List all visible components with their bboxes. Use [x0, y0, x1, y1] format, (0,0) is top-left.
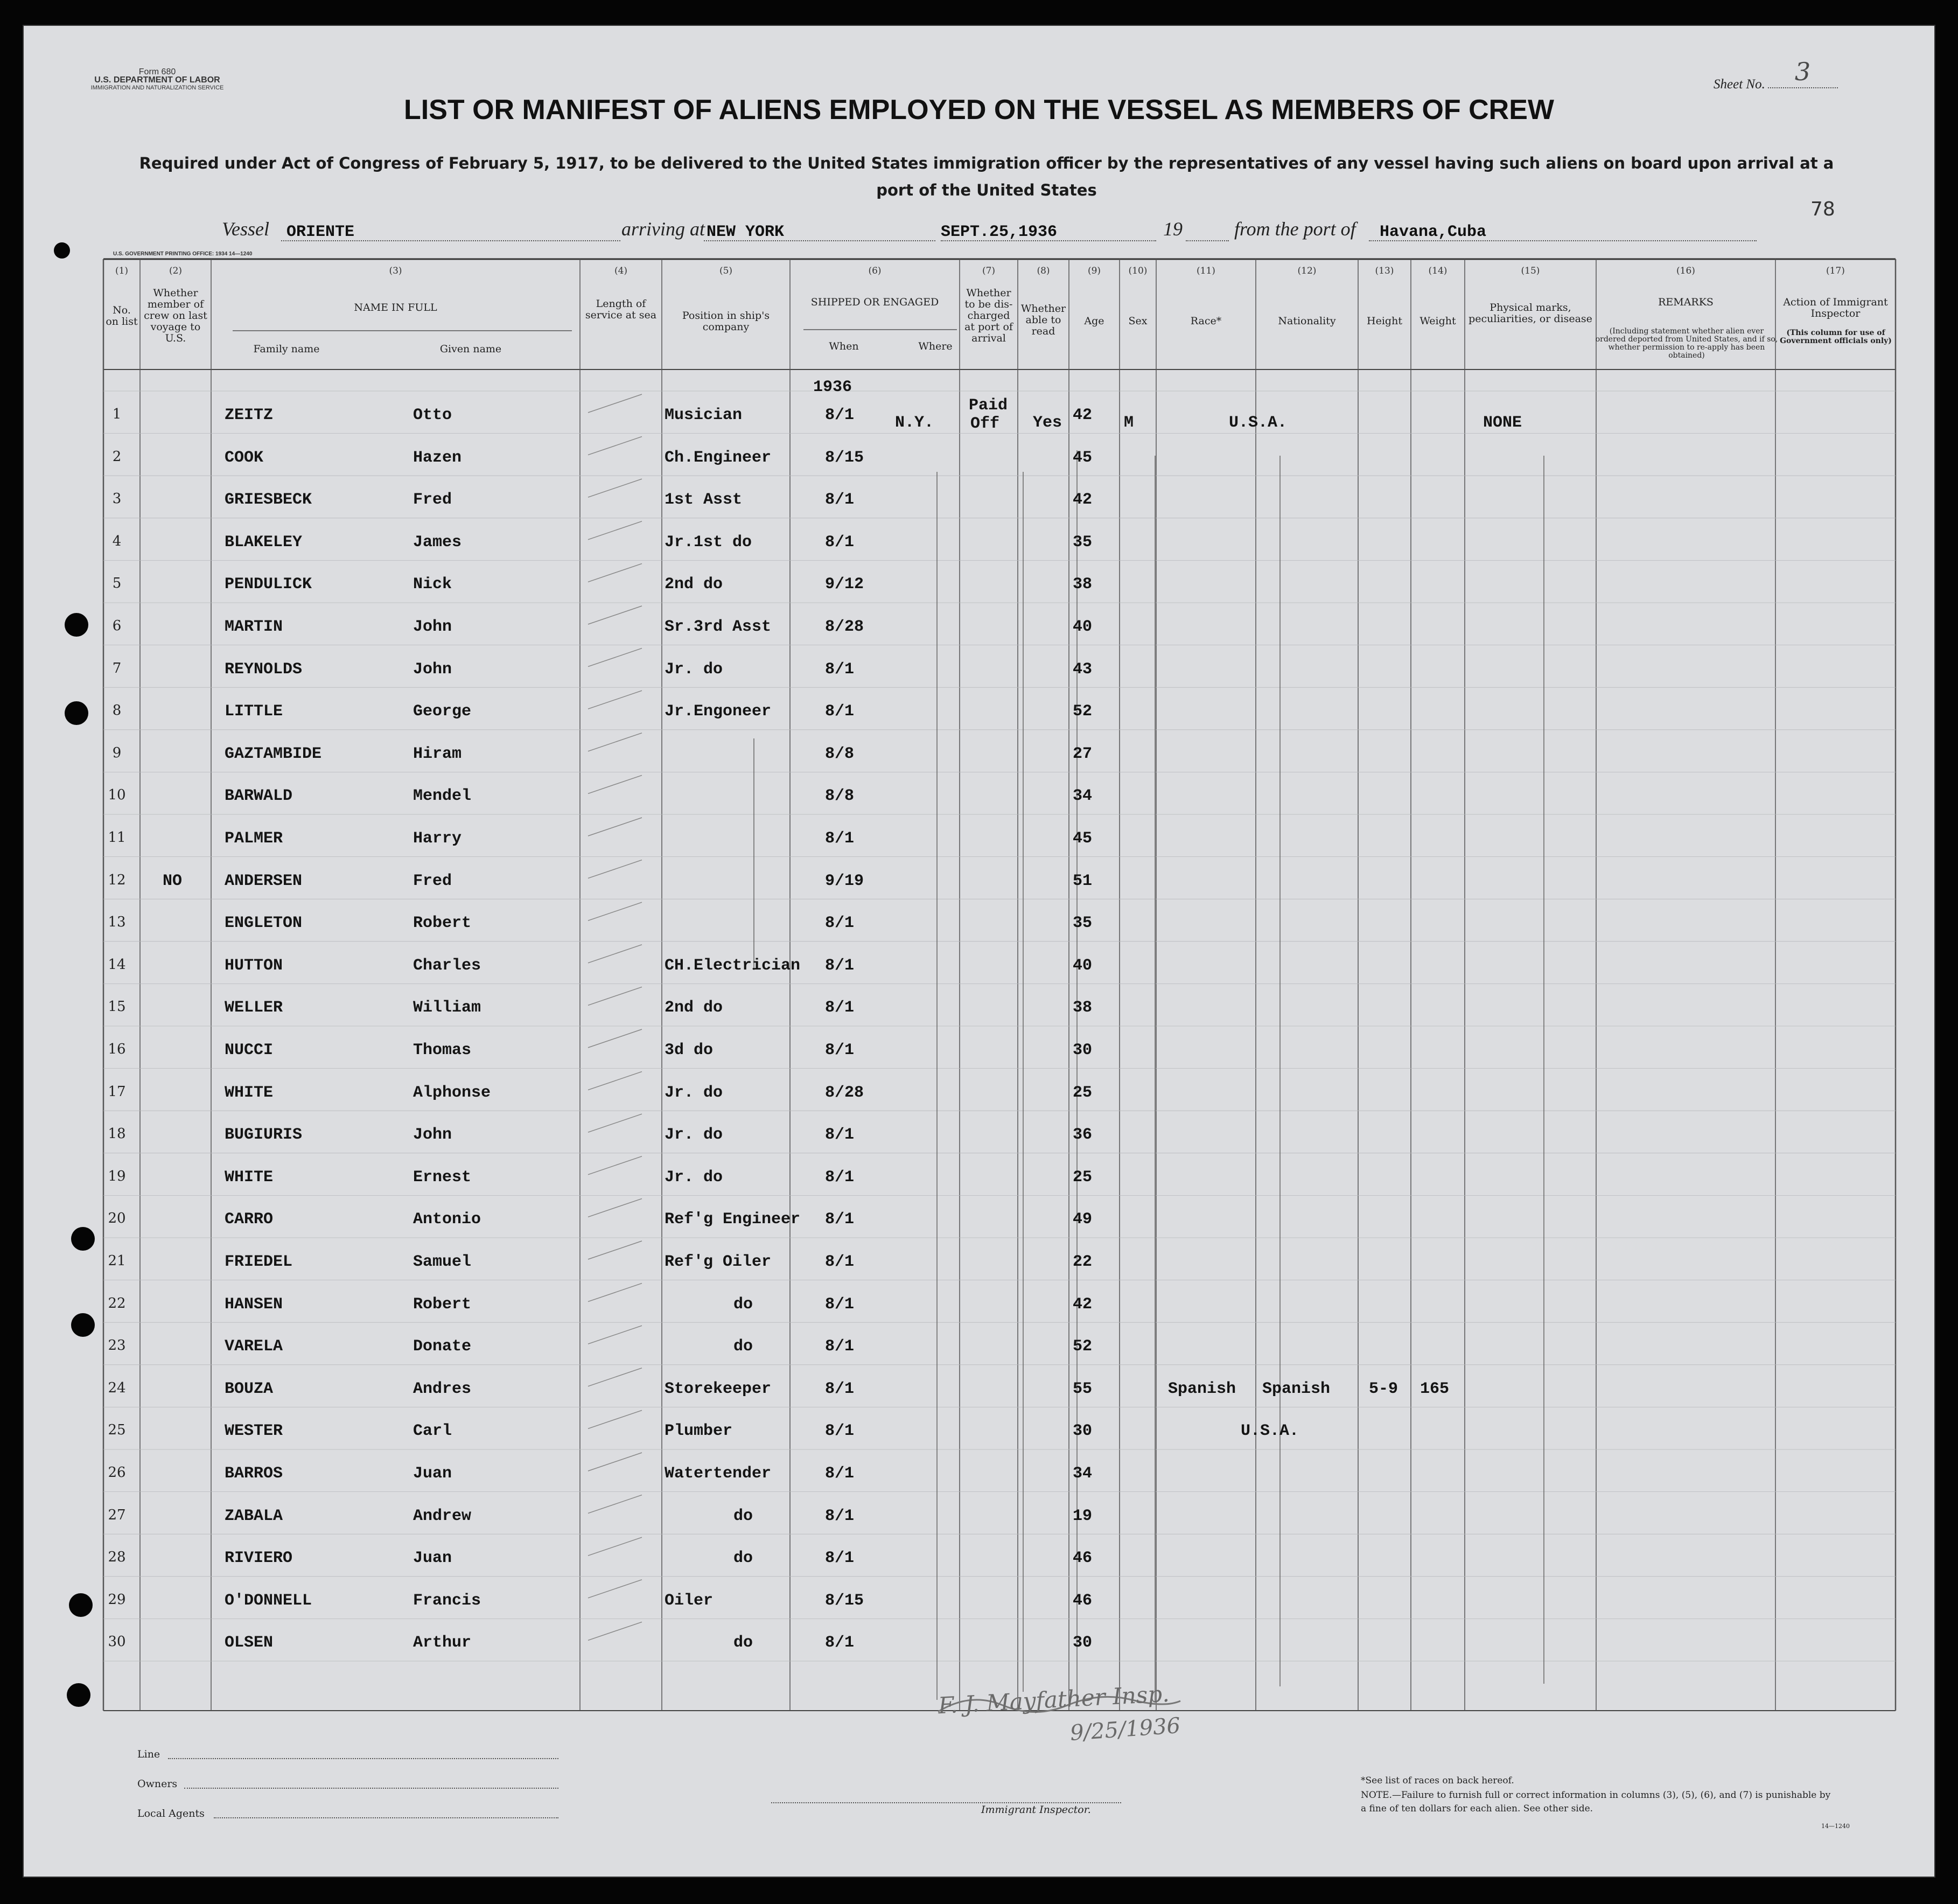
row-number: 7	[112, 660, 122, 676]
age: 38	[1073, 999, 1093, 1017]
age: 35	[1073, 533, 1093, 552]
row-number: 22	[108, 1295, 126, 1312]
given-name: Samuel	[413, 1253, 472, 1271]
position: Jr.Engoneer	[665, 702, 772, 721]
shipped-when: 8/1	[825, 1126, 855, 1145]
age: 22	[1073, 1253, 1093, 1271]
position: Jr. do	[665, 1083, 723, 1102]
arriving-label: arriving at	[621, 218, 705, 240]
family-name: OLSEN	[225, 1634, 274, 1652]
age: 40	[1073, 956, 1093, 975]
row-number: 3	[112, 491, 122, 507]
punch-hole	[54, 242, 70, 259]
given-name: Arthur	[413, 1634, 472, 1652]
service-tick	[588, 1537, 642, 1556]
shipped-when: 8/8	[825, 744, 855, 763]
nationality: Spanish	[1262, 1379, 1331, 1398]
given-name: Thomas	[413, 1041, 472, 1059]
family-name: LITTLE	[225, 702, 283, 721]
service-tick	[588, 987, 642, 1005]
column-header: Length of service at sea	[585, 298, 657, 321]
nationality: U.S.A.	[1241, 1422, 1299, 1441]
shipped-when: 8/1	[825, 702, 855, 721]
inspector-rule	[771, 1802, 1121, 1803]
family-name: HANSEN	[225, 1295, 283, 1314]
shipped-when: 8/1	[825, 1634, 855, 1652]
position: CH.Electrician	[665, 956, 801, 975]
age: 45	[1073, 448, 1093, 467]
where-engaged: N.Y.	[895, 414, 934, 432]
given-name: Mendel	[413, 787, 472, 806]
footer-line-label: Line	[137, 1748, 160, 1760]
position: do	[733, 1337, 753, 1356]
shipped-when: 8/1	[825, 1253, 855, 1271]
shipped-when: 8/1	[825, 1507, 855, 1525]
position: Storekeeper	[665, 1379, 772, 1398]
column-number: (2)	[169, 266, 183, 276]
vessel-name: ORIENTE	[286, 223, 355, 241]
service-tick	[588, 1622, 642, 1640]
punch-hole	[65, 613, 88, 637]
column-number: (9)	[1087, 266, 1101, 276]
position: Jr. do	[665, 1168, 723, 1187]
service-tick	[588, 1368, 642, 1386]
row-number: 24	[108, 1379, 126, 1396]
column-header: REMARKS	[1658, 296, 1714, 308]
family-name: BOUZA	[225, 1379, 274, 1398]
row-number: 14	[108, 956, 126, 973]
column-number: (3)	[389, 266, 402, 276]
family-name: REYNOLDS	[225, 660, 303, 679]
column-header: Nationality	[1278, 315, 1336, 327]
column-number: (8)	[1037, 266, 1050, 276]
form-number: Form 680	[138, 67, 176, 76]
position: Jr. do	[665, 660, 723, 679]
age: 51	[1073, 871, 1093, 890]
given-name: Juan	[413, 1464, 452, 1483]
age: 27	[1073, 744, 1093, 763]
punch-hole	[65, 701, 88, 725]
shipped-when: 8/28	[825, 1083, 864, 1102]
position: 2nd do	[665, 999, 723, 1017]
position: Musician	[665, 406, 743, 424]
shipped-when: 8/1	[825, 829, 855, 848]
row-number: 26	[108, 1464, 126, 1481]
service-tick	[588, 860, 642, 878]
position: do	[733, 1295, 753, 1314]
family-name: WELLER	[225, 999, 283, 1017]
when-header: When	[829, 340, 859, 352]
shipped-when: 8/1	[825, 1379, 855, 1398]
service-tick	[588, 775, 642, 793]
position: Ref'g Oiler	[665, 1253, 772, 1271]
family-name: COOK	[225, 448, 264, 467]
column-header: Sex	[1128, 315, 1148, 327]
shipped-when: 8/1	[825, 999, 855, 1017]
race-note: *See list of races on back hereof.	[1361, 1775, 1514, 1786]
shipped-when: 8/8	[825, 787, 855, 806]
row-number: 5	[112, 575, 122, 592]
age: 45	[1073, 829, 1093, 848]
family-name: WHITE	[225, 1168, 274, 1187]
column-number: (5)	[719, 266, 733, 276]
given-name: Fred	[413, 491, 452, 510]
family-name: CARRO	[225, 1210, 274, 1229]
service-tick	[588, 437, 642, 455]
given-name: Carl	[413, 1422, 452, 1441]
given-name: John	[413, 618, 452, 636]
given-name: John	[413, 660, 452, 679]
age: 36	[1073, 1126, 1093, 1145]
age: 34	[1073, 787, 1093, 806]
shipped-when: 8/1	[825, 1337, 855, 1356]
from-port-label: from the port of	[1234, 218, 1356, 240]
footer-code: 14—1240	[1821, 1823, 1850, 1830]
family-name: BARROS	[225, 1464, 283, 1483]
shipped-when: 8/1	[825, 1295, 855, 1314]
family-name: NUCCI	[225, 1041, 274, 1059]
age: 40	[1073, 618, 1093, 636]
family-name: MARTIN	[225, 618, 283, 636]
service-tick	[588, 1241, 642, 1259]
service-tick	[588, 521, 642, 540]
race: Spanish	[1168, 1379, 1236, 1398]
column-header: Age	[1084, 315, 1104, 327]
row-number: 11	[108, 829, 126, 846]
row-number: 28	[108, 1549, 126, 1566]
department: U.S. DEPARTMENT OF LABOR	[94, 75, 220, 85]
column-header: SHIPPED OR ENGAGED	[810, 296, 939, 308]
column-number: (6)	[868, 266, 882, 276]
service-tick	[588, 563, 642, 582]
shipped-when: 8/15	[825, 1591, 864, 1610]
age: 25	[1073, 1168, 1093, 1187]
age: 46	[1073, 1591, 1093, 1610]
row-number: 23	[108, 1337, 126, 1354]
age: 46	[1073, 1549, 1093, 1568]
footer-agents-label: Local Agents	[137, 1808, 205, 1819]
shipped-when: 8/1	[825, 1168, 855, 1187]
family-name: RIVIERO	[225, 1549, 293, 1568]
shipped-when: 8/1	[825, 533, 855, 552]
given-name: John	[413, 1126, 452, 1145]
row-number: 19	[108, 1168, 126, 1184]
given-name: Andrew	[413, 1507, 472, 1525]
punch-hole	[69, 1593, 93, 1617]
given-name: James	[413, 533, 462, 552]
given-name: Donate	[413, 1337, 472, 1356]
shipped-when: 8/1	[825, 406, 855, 424]
shipped-when: 8/15	[825, 448, 864, 467]
shipped-when: 8/1	[825, 914, 855, 933]
row-number: 9	[112, 744, 122, 761]
family-name: ANDERSEN	[225, 871, 303, 890]
shipped-when: 8/28	[825, 618, 864, 636]
service-tick	[588, 1198, 642, 1217]
row-number: 18	[108, 1126, 126, 1142]
position: do	[733, 1549, 753, 1568]
shipped-when: 8/1	[825, 1464, 855, 1483]
given-name: Robert	[413, 914, 472, 933]
last-voyage: NO	[163, 871, 183, 890]
column-number: (4)	[614, 266, 628, 276]
service-tick	[588, 479, 642, 497]
row-number: 15	[108, 999, 126, 1015]
able-to-read: Yes	[1033, 414, 1062, 432]
age: 30	[1073, 1422, 1093, 1441]
page-title: LIST OR MANIFEST OF ALIENS EMPLOYED ON THE VESSEL AS MEMBERS OF CREW	[404, 94, 1554, 125]
position: Oiler	[665, 1591, 714, 1610]
family-name: GAZTAMBIDE	[225, 744, 322, 763]
year-label: 19	[1163, 218, 1183, 240]
position: Jr. do	[665, 1126, 723, 1145]
service-tick	[588, 1580, 642, 1598]
column-number: (13)	[1375, 266, 1394, 276]
row-number: 30	[108, 1634, 126, 1650]
family-name: HUTTON	[225, 956, 283, 975]
family-name: ENGLETON	[225, 914, 303, 933]
position: do	[733, 1634, 753, 1652]
column-number: (11)	[1197, 266, 1215, 276]
inspector-signature: F. J. Mayfather Insp.	[938, 1680, 1170, 1719]
given-name: Fred	[413, 871, 452, 890]
service-tick	[588, 1029, 642, 1048]
service-tick	[588, 1072, 642, 1090]
footer-owners-label: Owners	[137, 1778, 178, 1790]
age: 25	[1073, 1083, 1093, 1102]
service: IMMIGRATION AND NATURALIZATION SERVICE	[90, 85, 224, 91]
column-number: (15)	[1521, 266, 1540, 276]
row-number: 29	[108, 1591, 126, 1608]
column-header: NAME IN FULL	[354, 302, 437, 313]
row-number: 8	[112, 702, 122, 719]
from-port: Havana,Cuba	[1380, 223, 1487, 241]
column-header: Physical marks, peculiarities, or disease	[1468, 302, 1592, 325]
given-name: Ernest	[413, 1168, 472, 1187]
vessel-label: Vessel	[222, 218, 269, 240]
discharge-status: Paid Off	[969, 396, 1008, 433]
page-subtitle: Required under Act of Congress of February 5, 1917, to be delivered to the United States immigration officer by the representatives of any vessel having such aliens on board upon arrival at a port of the United States	[139, 154, 1834, 199]
age: 35	[1073, 914, 1093, 933]
physical-marks-value: NONE	[1483, 414, 1522, 432]
shipped-when: 9/19	[825, 871, 864, 890]
column-header: Whether able to read	[1020, 303, 1066, 337]
position: 3d do	[665, 1041, 714, 1059]
column-header: Height	[1367, 315, 1402, 327]
sheet-number-value: 3	[1794, 57, 1811, 86]
given-name: Robert	[413, 1295, 472, 1314]
service-tick	[588, 648, 642, 667]
age: 49	[1073, 1210, 1093, 1229]
service-tick	[588, 1114, 642, 1132]
shipped-when: 9/12	[825, 575, 864, 594]
fine-note: NOTE.—Failure to furnish full or correct information in columns (3), (5), (6), and (7) is punishable by a fine of ten dollars for each alien. See other side.	[1361, 1790, 1831, 1814]
service-tick	[588, 1326, 642, 1344]
row-number: 21	[108, 1253, 126, 1269]
family-name: O'DONNELL	[225, 1591, 312, 1610]
shipped-when: 8/1	[825, 956, 855, 975]
given-name: Antonio	[413, 1210, 481, 1229]
family-name: PALMER	[225, 829, 283, 848]
family-name: VARELA	[225, 1337, 283, 1356]
given-name: Otto	[413, 406, 452, 424]
position: Ref'g Engineer	[665, 1210, 801, 1229]
age: 52	[1073, 702, 1093, 721]
shipped-when: 8/1	[825, 660, 855, 679]
row-number: 13	[108, 914, 126, 931]
given-name: Alphonse	[413, 1083, 491, 1102]
column-number: (16)	[1676, 266, 1695, 276]
age: 43	[1073, 660, 1093, 679]
service-tick	[588, 733, 642, 751]
given-name: William	[413, 999, 481, 1017]
column-number: (10)	[1128, 266, 1148, 276]
punch-hole	[67, 1683, 90, 1707]
family-name: BUGIURIS	[225, 1126, 303, 1145]
column-header: Position in ship's company	[682, 310, 770, 333]
age: 42	[1073, 1295, 1093, 1314]
family-name: PENDULICK	[225, 575, 312, 594]
service-tick	[588, 818, 642, 836]
shipped-when: 8/1	[825, 1041, 855, 1059]
row-number: 25	[108, 1422, 126, 1439]
row-number: 27	[108, 1507, 126, 1523]
punch-hole	[71, 1227, 95, 1251]
row-number: 6	[112, 618, 122, 634]
family-name: GRIESBECK	[225, 491, 312, 510]
shipped-when: 8/1	[825, 1422, 855, 1441]
family-name: BLAKELEY	[225, 533, 303, 552]
age: 42	[1073, 491, 1093, 510]
family-name: WHITE	[225, 1083, 274, 1102]
given-name: Charles	[413, 956, 481, 975]
position: 2nd do	[665, 575, 723, 594]
arriving-port: NEW YORK	[707, 223, 785, 241]
arrival-date: SEPT.25,1936	[941, 223, 1058, 241]
age: 19	[1073, 1507, 1093, 1525]
inspector-label: Immigrant Inspector.	[981, 1804, 1091, 1816]
age: 30	[1073, 1041, 1093, 1059]
page-mark: 78	[1810, 198, 1835, 220]
service-tick	[588, 1284, 642, 1302]
signature-date: 9/25/1936	[1069, 1713, 1181, 1746]
row-number: 2	[112, 448, 122, 465]
column-header: No. on list	[106, 304, 138, 327]
given-name: Andres	[413, 1379, 472, 1398]
column-number: (17)	[1826, 266, 1845, 276]
age: 55	[1073, 1379, 1093, 1398]
service-tick	[588, 606, 642, 624]
service-tick	[588, 945, 642, 963]
row-number: 10	[108, 787, 126, 804]
column-number: (14)	[1428, 266, 1447, 276]
column-header: Whether to be dis- charged at port of arrival	[964, 287, 1013, 344]
sheet-label: Sheet No.	[1714, 77, 1765, 92]
row-number: 12	[108, 871, 126, 888]
given-name: Hiram	[413, 744, 462, 763]
service-tick	[588, 902, 642, 920]
service-tick	[588, 1495, 642, 1514]
footer-owners-rule	[184, 1788, 558, 1789]
family-name: ZABALA	[225, 1507, 283, 1525]
given-name: Nick	[413, 575, 452, 594]
row-number: 1	[112, 406, 122, 422]
footer-agents-rule	[214, 1817, 558, 1818]
column-number: (12)	[1297, 266, 1317, 276]
weight: 165	[1420, 1379, 1450, 1398]
age: 38	[1073, 575, 1093, 594]
row-number: 17	[108, 1083, 126, 1100]
column-number: (1)	[115, 266, 129, 276]
service-tick	[588, 1453, 642, 1471]
column-header: Weight	[1419, 315, 1456, 327]
family-name-header: Family name	[253, 343, 320, 355]
column-header: Action of Immigrant Inspector	[1783, 296, 1888, 319]
remarks-note: (Including statement whether alien ever ordered deported from United States, and if so, whether permission to re-apply has been obtained)	[1595, 327, 1778, 360]
service-tick	[588, 1410, 642, 1428]
shipped-when: 8/1	[825, 491, 855, 510]
shipped-when: 8/1	[825, 1210, 855, 1229]
row-number: 20	[108, 1210, 126, 1227]
family-name: FRIEDEL	[225, 1253, 293, 1271]
column-header: Whether member of crew on last voyage to U.S.	[144, 287, 207, 344]
manifest-sheet	[23, 25, 1935, 1878]
service-tick	[588, 1156, 642, 1175]
given-name: Hazen	[413, 448, 462, 467]
given-name: George	[413, 702, 472, 721]
age: 52	[1073, 1337, 1093, 1356]
action-note: (This column for use of Government officials only)	[1780, 329, 1892, 345]
column-number: (7)	[982, 266, 996, 276]
service-tick	[588, 691, 642, 709]
position: Watertender	[665, 1464, 772, 1483]
printing-office: U.S. GOVERNMENT PRINTING OFFICE: 1934 14—1240	[113, 251, 253, 257]
age: 30	[1073, 1634, 1093, 1652]
footer-line-rule	[168, 1758, 558, 1759]
row-number: 16	[108, 1041, 126, 1057]
given-name: Francis	[413, 1591, 481, 1610]
column-header: Race*	[1190, 315, 1222, 327]
position: Plumber	[665, 1422, 733, 1441]
family-name: ZEITZ	[225, 406, 274, 424]
row-number: 4	[112, 533, 122, 549]
service-tick	[588, 394, 642, 413]
age: 34	[1073, 1464, 1093, 1483]
given-name: Juan	[413, 1549, 452, 1568]
position: Sr.3rd Asst	[665, 618, 772, 636]
where-header: Where	[918, 340, 953, 352]
family-name: BARWALD	[225, 787, 293, 806]
age: 42	[1073, 406, 1093, 424]
shipped-when: 8/1	[825, 1549, 855, 1568]
given-name: Harry	[413, 829, 462, 848]
height: 5-9	[1369, 1379, 1398, 1398]
given-name-header: Given name	[439, 343, 502, 355]
family-name: WESTER	[225, 1422, 283, 1441]
punch-hole	[71, 1313, 95, 1337]
position: do	[733, 1507, 753, 1525]
position: Ch.Engineer	[665, 448, 772, 467]
position: Jr.1st do	[665, 533, 752, 552]
year-row: 1936	[813, 378, 852, 396]
position: 1st Asst	[665, 491, 743, 510]
sex-value: M	[1124, 414, 1134, 432]
nationality-value: U.S.A.	[1229, 414, 1288, 432]
